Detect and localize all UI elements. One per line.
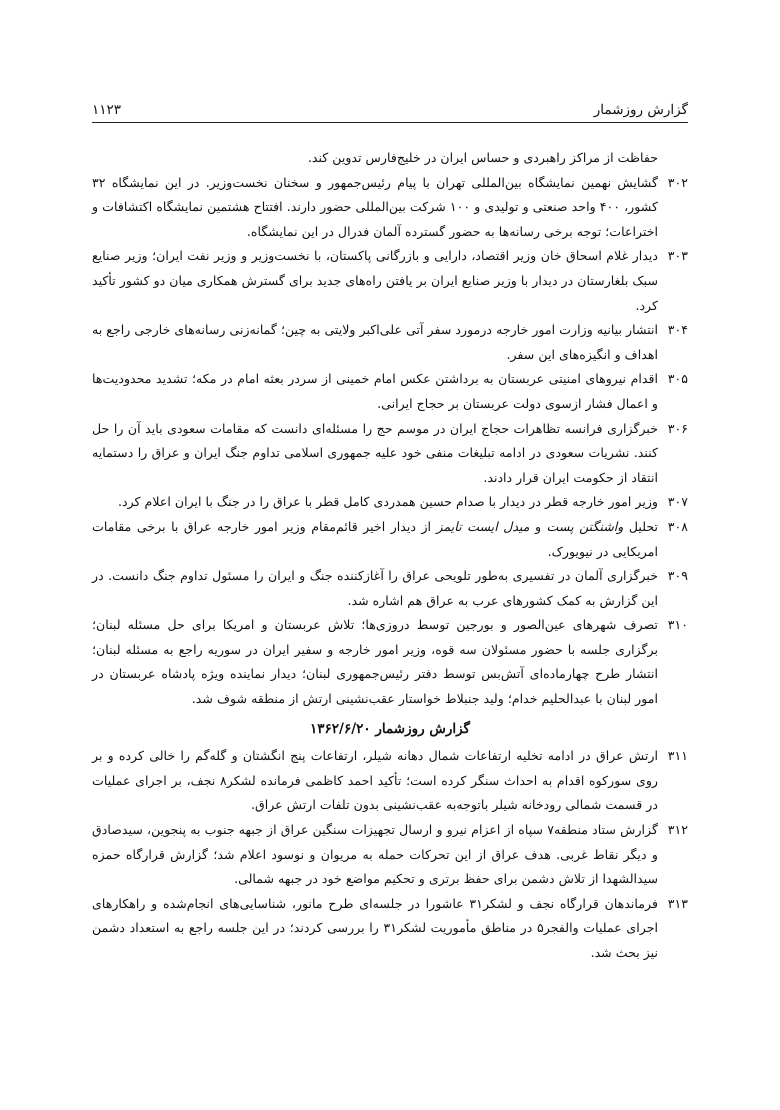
entry-text: تصرف شهرهای عین‌الصور و بورجین توسط دروزی‌ها؛ تلاش عربستان و امریکا برای حل مسئله لبنان؛ برگزاری جلسه با حضور مسئولان سه قوه، وزیر امور خارجه و سفیر ایران در سوریه راجع به مسئله لبنان؛ انتشار طرح چهارماده‌ای آتش‌بس توسط دفتر رئیس‌جمهوری لبنان؛ دیدار نماینده ویژه پادشاه عربستان در امور لبنان با عبدالحلیم خدام؛ ولید جنبلاط خواستار عقب‌نشینی ارتش از منطقه شوف شد. xyxy=(92,617,658,707)
entry-text-part: تحلیل xyxy=(623,518,658,534)
entry-text: فرماندهان قرارگاه نجف و لشکر۳۱ عاشورا در جلسه‌ای طرح مانور، شناسایی‌های انجام‌شده و راهکارهای اجرای عملیات والفجر۵ در مناطق مأموریت لشکر۳۱ را بررسی کردند؛ در این جلسه راجع به استعداد دشمن نیز بحث شد. xyxy=(92,895,658,960)
entry-313 xyxy=(92,892,688,966)
newspaper-name: واشنگتن پست xyxy=(546,518,624,534)
entry-text: گزارش ستاد منطقه۷ سپاه از اعزام نیرو و ارسال تجهیزات سنگین عراق از جبهه جنوب به پنجوین، سیدصادق و دیگر نقاط غربی. هدف عراق از این تحرکات حمله به مریوان و نوسود اعلام شد؛ گزارش قرارگاه حمزه سیدالشهدا از تلاش دشمن برای حفظ برتری و تحکیم مواضع خود در جبهه شمالی. xyxy=(92,822,658,887)
entry-number: ۳۱۱ xyxy=(667,748,688,764)
entry-number: ۳۰۵ xyxy=(667,371,688,387)
entry-number: ۳۰۴ xyxy=(667,322,688,338)
entry-304 xyxy=(92,318,688,367)
entry-number: ۳۰۸ xyxy=(667,518,688,534)
entry-number: ۳۱۲ xyxy=(667,822,688,838)
entry-number: ۳۱۰ xyxy=(667,617,688,633)
entry-text: ارتش عراق در ادامه تخلیه ارتفاعات شمال دهانه شیلر، ارتفاعات پنج انگشتان و گله‌گم را خالی کرده و بر روی سورکوه اقدام به احداث سنگر کرده است؛ تأکید احمد کاظمی فرمانده لشکر۸ نجف، بر اجرای عملیات در قسمت شمالی رودخانه شیلر باتوجه‌به عقب‌نشینی بدون تلفات ارتش عراق. xyxy=(92,748,658,813)
entry-number: ۳۰۶ xyxy=(667,420,688,436)
entry-312 xyxy=(92,818,688,892)
running-header xyxy=(92,96,688,118)
entry-311 xyxy=(92,744,688,818)
entry-text xyxy=(92,515,658,564)
entry-308 xyxy=(92,515,688,564)
entry-310 xyxy=(92,613,688,711)
entry-number: ۳۰۹ xyxy=(667,568,688,584)
page-number: ۱۱۲۳ xyxy=(92,102,122,118)
entry-307 xyxy=(92,490,688,515)
entry-text: گشایش نهمین نمایشگاه بین‌المللی تهران با پیام رئیس‌جمهور و سخنان نخست‌وزیر. در این نمایشگاه ۳۲ کشور، ۴۰۰ واحد صنعتی و تولیدی و ۱۰۰ شرکت بین‌المللی حضور دارند. افتتاح هشتمین نمایشگاه اکتشافات و اختراعات؛ توجه برخی رسانه‌ها به حضور گسترده آلمان فدرال در این نمایشگاه. xyxy=(92,174,658,239)
entry-text-part: و xyxy=(529,518,547,534)
header-rule xyxy=(92,122,688,123)
entry-number: ۳۰۲ xyxy=(667,174,688,190)
entry-text: وزیر امور خارجه قطر در دیدار با صدام حسین همدردی کامل قطر با عراق را در جنگ با ایران اعلام کرد. xyxy=(117,494,658,510)
entry-302 xyxy=(92,171,688,245)
entry-text: خبرگزاری آلمان در تفسیری به‌طور تلویحی عراق را آغازکننده جنگ و ایران را مسئول تداوم جنگ دانست. در این گزارش به کمک کشورهای عرب به عراق هم اشاره شد. xyxy=(92,568,658,608)
entry-309 xyxy=(92,564,688,613)
entry-303 xyxy=(92,244,688,318)
entry-text: اقدام نیروهای امنیتی عربستان به برداشتن عکس امام خمینی از سردر بعثه امام در مکه؛ تشدید محدودیت‌ها و اعمال فشار ازسوی دولت عربستان بر حجاج ایرانی. xyxy=(92,371,658,411)
newspaper-name: میدل ایست تایمز xyxy=(436,518,530,534)
entry-305 xyxy=(92,367,688,416)
entry-text-part: از دیدار اخیر قائم‌مقام وزیر امور خارجه عراق با برخی مقامات امریکایی در نیویورک. xyxy=(92,518,658,559)
entry-number: ۳۱۳ xyxy=(667,895,688,911)
entry-text: انتشار بیانیه وزارت امور خارجه درمورد سفر آتی علی‌اکبر ولایتی به چین؛ گمانه‌زنی رسانه‌های خارجی راجع به اهداف و انگیزه‌های این سفر. xyxy=(92,322,658,362)
entry-number: ۳۰۷ xyxy=(667,494,688,510)
continued-paragraph: حفاظت از مراکز راهبردی و حساس ایران در خلیج‌فارس تدوین کند. xyxy=(307,150,658,165)
section-heading: گزارش روزشمار ۱۳۶۲/۶/۲۰ xyxy=(310,720,470,737)
entry-text: دیدار غلام اسحاق خان وزیر اقتصاد، دارایی و بازرگانی پاکستان، با نخست‌وزیر و وزیر نفت ایران؛ وزیر صنایع سبک بلغارستان در دیدار با وزیر صنایع ایران بر یافتن راه‌های جدید برای گسترش همکاری میان دو کشور تأکید کرد. xyxy=(92,248,658,313)
body-text xyxy=(92,146,688,966)
header-title: گزارش روزشمار xyxy=(593,102,688,118)
entry-306 xyxy=(92,417,688,491)
entry-text: خبرگزاری فرانسه تظاهرات حجاج ایران در موسم حج را مسئله‌ای دانست که مقامات سعودی باید آن را حل کنند. نشریات سعودی در ادامه تبلیغات منفی خود علیه جمهوری اسلامی تداوم جنگ ایران و عراق را دستمایه انتقاد از حکومت ایران قرار دادند. xyxy=(92,420,658,485)
entry-number: ۳۰۳ xyxy=(667,248,688,264)
